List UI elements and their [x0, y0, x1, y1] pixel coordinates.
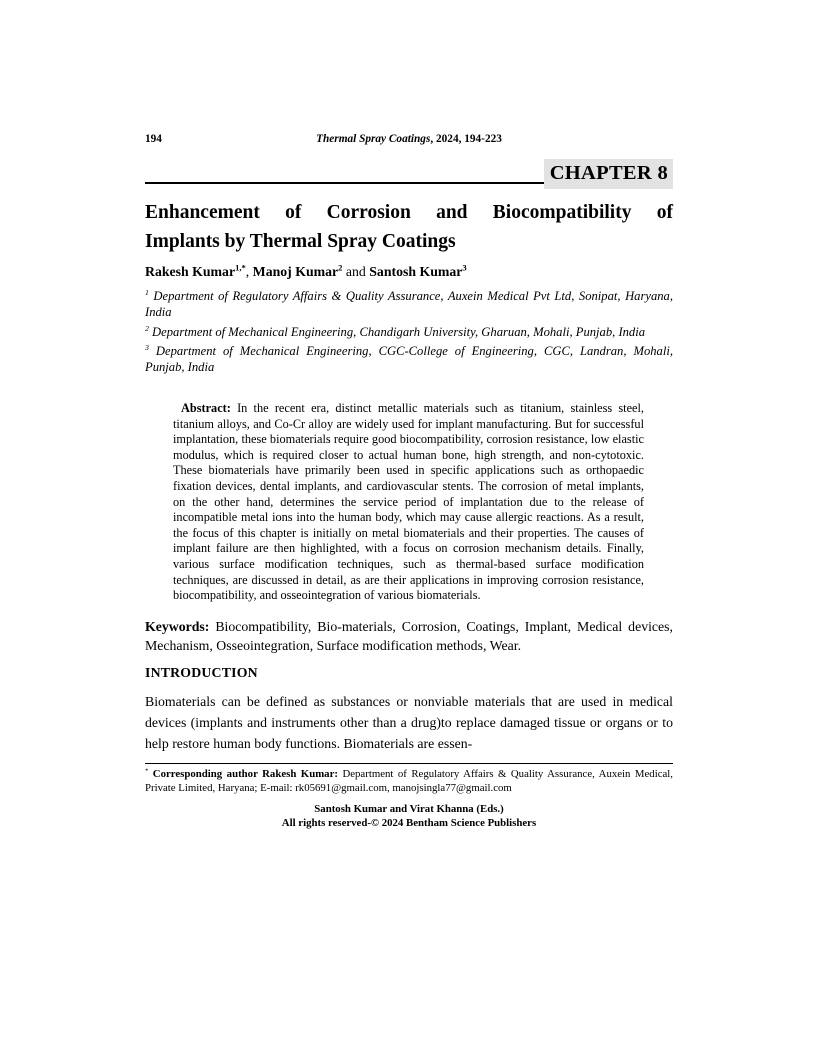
author-separator: ,: [245, 264, 253, 279]
keywords-text: Biocompatibility, Bio-materials, Corrosion, Coatings, Implant, Medical devices, Mechanism, Osseointegration, Surface modification methods, Wear.: [145, 618, 673, 654]
running-head: [145, 132, 673, 146]
affiliation-2: [145, 325, 673, 341]
affiliation-sup: 2: [145, 323, 149, 333]
footer-editors: Santosh Kumar and Virat Khanna (Eds.): [314, 802, 504, 815]
keywords-label: Keywords:: [145, 618, 210, 634]
affiliation-sup: 1: [145, 287, 149, 297]
abstract-text: In the recent era, distinct metallic materials such as titanium, stainless steel, titanium alloys, and Co-Cr alloy are widely used for implant manufacturing. But for successful implantation, these biomaterials require good biocompatibility, corrosion resistance, low elastic modulus, which is required closer to actual human bone, high strength, and non-cytotoxic. These biomaterials have primarily been used in specific applications such as orthopaedic fixation devices, dental implants, and cardiovascular stents. The corrosion of metal implants, on the other hand, determines the service period of implantation due to the release of incompatible metal ions into the human body, which may cause allergic reactions. As a result, the focus of this chapter is initially on metal biomaterials and their properties. The causes of implant failure are then highlighted, with a focus on corrosion mechanism details. Finally, various surface modification techniques, such as thermal-based surface modification techniques, are discussed in detail, as are their applications in improving corrosion resistance, biocompatibility, and osseointegration of various biomaterials.: [173, 400, 644, 603]
page-content: [145, 0, 673, 830]
affiliations: [145, 289, 673, 376]
author-name: Santosh Kumar$^3$: [369, 262, 467, 279]
journal-issue-pages: , 2024, 194-223: [430, 133, 502, 145]
affiliation-text: Department of Mechanical Engineering, CGC-College of Engineering, CGC, Landran, Mohali, Punjab, India: [145, 344, 673, 375]
corresponding-author-footnote: [145, 763, 673, 795]
author-name: Manoj Kumar$^2$: [252, 262, 343, 279]
affiliation-3: [145, 344, 673, 376]
affiliation-text: Department of Regulatory Affairs & Quality Assurance, Auxein Medical Pvt Ltd, Sonipat, Haryana, India: [145, 289, 673, 319]
chapter-badge: CHAPTER 8: [544, 159, 673, 189]
author-sup: 3: [462, 262, 467, 273]
author-separator: and: [342, 264, 370, 279]
abstract: [145, 401, 673, 604]
abstract-label: Abstract:: [181, 400, 231, 415]
journal-reference: [145, 132, 673, 146]
footnote-label: Corresponding author Rakesh Kumar:: [148, 767, 338, 780]
keywords: [145, 617, 673, 656]
author-name: Rakesh Kumar$^{1,*}$: [145, 262, 246, 279]
footer-copyright: All rights reserved-© 2024 Bentham Science Publishers: [281, 816, 537, 829]
page-number: 194: [145, 133, 162, 145]
affiliation-1: [145, 289, 673, 321]
footnote-text: Department of Regulatory Affairs & Quality Assurance, Auxein Medical, Private Limited, Haryana; E-mail: rk05691@gmail.com, manojsingla77@gmail.com: [145, 767, 673, 794]
chapter-header-rule: [145, 156, 673, 184]
page-title-line1: Enhancement of Corrosion and Biocompatibility of: [145, 202, 673, 223]
journal-title: Thermal Spray Coatings: [316, 133, 431, 145]
author-sup: 2: [338, 262, 343, 273]
footnote-asterisk: *: [145, 767, 149, 775]
intro-paragraph: Biomaterials can be defined as substances or nonviable materials that are used in medical devices (implants and instruments other than a drug)to replace damaged tissue or organs or to help restore human body functions. Biomaterials are essen-: [145, 693, 673, 751]
affiliation-sup: 3: [145, 343, 149, 353]
authors-line: [145, 263, 673, 280]
affiliation-text: Department of Mechanical Engineering, Chandigarh University, Gharuan, Mohali, Punjab, India: [148, 324, 646, 339]
page-title-line2: Implants by Thermal Spray Coatings: [145, 231, 456, 252]
page-title: [145, 198, 673, 256]
section-heading-introduction: INTRODUCTION: [145, 664, 258, 680]
book-footer: [145, 802, 673, 830]
author-sup: 1,*: [235, 262, 246, 273]
